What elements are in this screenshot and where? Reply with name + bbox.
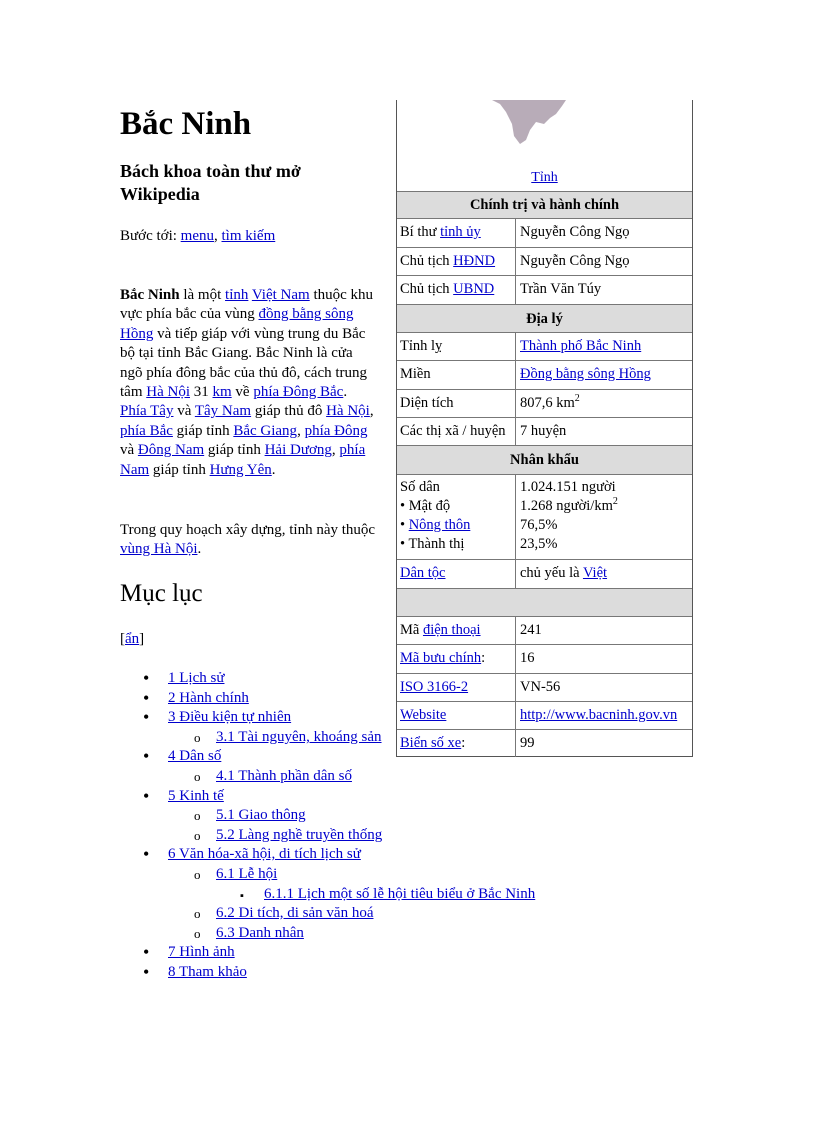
toc-item[interactable]: 6.1 Lễ hội [216,866,278,882]
plan-text: . [197,541,202,558]
intro-text: . [343,384,348,401]
row-iso [397,673,692,701]
toc-bullet [143,943,149,963]
link-hung-yen[interactable]: Hưng Yên [209,461,272,478]
toc-item[interactable]: 3.1 Tài nguyên, khoáng sản [216,729,382,745]
row-thi-xa-huyen [397,417,692,445]
link-nong-thon[interactable]: Nông thôn [408,517,471,533]
row-label: Miền [397,361,516,389]
row-ma-dien-thoai [397,616,692,644]
link-km[interactable]: km [212,384,232,401]
toc-bullet [194,924,201,943]
row-dien-tich [397,389,692,417]
link-website[interactable]: Website [400,707,447,723]
colon: : [461,735,466,751]
row-value: Nguyễn Công Ngọ [520,253,630,269]
page-title: Bắc Ninh [120,106,252,142]
toc-bullet [143,845,149,865]
link-phia-nam[interactable]: phía Nam [120,442,366,478]
toc-item[interactable]: 4 Dân số [168,748,222,764]
link-phia-bac[interactable]: phía Bắc [120,422,173,439]
plan-text: Trong quy hoạch xây dựng, tỉnh này thuộc [120,522,376,538]
link-vung-ha-noi[interactable]: vùng Hà Nội [120,541,198,558]
link-phia-dong-bac[interactable]: phía Đông Bắc [253,384,344,401]
section-header-pop: Nhân khẩu [397,445,692,474]
link-ma-buu-chinh[interactable]: Mã bưu chính [400,650,482,666]
intro-text: về [231,384,254,401]
intro-paragraph [120,286,376,480]
toc-bullet [194,865,201,884]
link-website-url[interactable]: http://www.bacninh.gov.vn [520,707,678,723]
toc-bracket: ] [139,631,145,647]
link-iso-3166-2[interactable]: ISO 3166-2 [400,679,469,695]
page-subtitle: Bách khoa toàn thư mở Wikipedia [120,161,301,204]
nav-label: Bước tới: [120,228,177,244]
nav-search-link[interactable]: tìm kiếm [221,228,276,244]
nav-separator: , [214,228,218,244]
intro-text: . [271,461,276,478]
link-tinh[interactable]: tỉnh [225,287,249,303]
link-phia-dong[interactable]: phía Đông [304,422,368,439]
toc-item[interactable]: 8 Tham khảo [168,964,247,980]
bullet: • [400,517,409,533]
colon: : [481,650,486,666]
superscript: 2 [574,393,580,405]
toc-item[interactable]: 5.1 Giao thông [216,807,306,823]
row-dan-toc [397,559,692,588]
link-viet-nam[interactable]: Việt Nam [251,287,310,303]
link-hdnd[interactable]: HĐND [453,253,496,269]
planning-paragraph [120,521,376,560]
row-label: • Thành thị [400,536,465,552]
intro-text: thuộc khu vực phía bắc của vùng [120,287,374,323]
toc-bullet [143,689,149,709]
map-caption-link[interactable]: Tỉnh [531,170,558,185]
toc-bullet [143,787,149,807]
link-bien-so-xe[interactable]: Biển số xe [400,735,462,751]
toc-bullet [194,904,201,923]
row-value: 23,5% [520,536,558,552]
row-value: 1.268 người/km [520,498,613,514]
intro-text: giáp tỉnh [204,442,265,459]
infobox [396,100,693,757]
link-tinh-uy[interactable]: tỉnh ủy [440,224,481,240]
row-tinh-ly [397,332,692,360]
row-value: Nguyễn Công Ngọ [520,224,630,240]
intro-text: giáp thủ đô [251,403,327,420]
section-header-geo: Địa lý [397,304,692,332]
link-dan-toc[interactable]: Dân tộc [400,565,446,581]
link-viet[interactable]: Việt [582,565,608,581]
toc-bullet [194,826,201,845]
row-bien-so-xe [397,729,692,757]
link-ubnd[interactable]: UBND [453,281,495,297]
toc-item[interactable]: 5 Kinh tế [168,788,224,804]
link-bac-giang[interactable]: Bắc Giang [233,422,298,439]
intro-text: 31 [190,384,213,401]
intro-text: , [331,442,340,459]
toc-item[interactable]: 5.2 Làng nghề truyền thống [216,827,383,843]
intro-text: và tiếp giáp với vùng trung du Bắc bộ tại tỉnh Bắc Giang. Bắc Ninh là cửa ngõ phía đông bắc của thủ đô, cách trung tâm [120,325,368,401]
row-website [397,701,692,729]
toc-item[interactable]: 2 Hành chính [168,690,249,706]
link-dong-bang-song-hong-ib[interactable]: Đồng bằng sông Hồng [520,366,651,382]
row-label: Chủ tịch [400,253,454,269]
link-phia-tay[interactable]: Phía Tây [120,403,174,420]
row-label: Bí thư [400,224,441,240]
row-label: Mã [400,622,423,638]
toc-item[interactable]: 6 Văn hóa-xã hội, di tích lịch sử [168,846,361,862]
row-label: Số dân [400,479,440,495]
toc-item[interactable]: 3 Điều kiện tự nhiên [168,709,292,725]
row-ma-buu-chinh [397,644,692,673]
toc-item[interactable]: 6.1.1 Lịch một số lễ hội tiêu biểu ở Bắc Ninh [264,886,536,902]
row-bi-thu [397,218,692,247]
jump-nav [120,226,275,246]
row-value: VN-56 [520,679,561,695]
row-value: Trần Văn Túy [520,281,602,297]
intro-text: và [120,442,138,459]
row-value: 7 huyện [520,423,567,439]
toc-bracket: [ [120,631,125,647]
row-chu-tich-hdnd [397,247,692,275]
row-label: Tỉnh lỵ [397,333,516,360]
link-hai-duong[interactable]: Hải Dương [264,442,332,459]
province-map-image [492,100,567,146]
link-tay-nam[interactable]: Tây Nam [194,403,252,420]
row-value: 807,6 km [520,395,575,411]
row-value: 16 [520,650,535,666]
row-value: 99 [520,735,535,751]
row-value: 241 [520,622,542,638]
link-dien-thoai[interactable]: điện thoại [422,622,481,638]
intro-text: giáp tỉnh [172,422,234,439]
toc-bullet [143,963,149,983]
link-ha-noi[interactable]: Hà Nội [146,384,190,401]
link-thanh-pho-bac-ninh[interactable]: Thành phố Bắc Ninh [520,338,642,354]
link-ha-noi-2[interactable]: Hà Nội [326,403,370,420]
row-label: • Mật độ [400,498,451,514]
toc-bullet [143,747,149,767]
toc-bullet [143,708,149,728]
row-mien [397,360,692,389]
row-so-dan [397,474,692,559]
toc-bullet [194,806,201,825]
row-label: Chủ tịch [400,281,454,297]
row-value: chủ yếu là [520,565,583,581]
row-chu-tich-ubnd [397,275,692,304]
intro-bold: Bắc Ninh [120,287,180,303]
intro-text: , [369,403,374,420]
toc-bullet [194,728,201,747]
toc-bullet [240,885,244,906]
nav-menu-link[interactable]: menu [180,228,214,244]
toc-bullet [143,669,149,689]
toc-item[interactable]: 4.1 Thành phần dân số [216,768,352,784]
row-label: Các thị xã / huyện [397,418,516,445]
section-header-admin: Chính trị và hành chính [397,191,692,218]
toc-item[interactable]: 7 Hình ảnh [168,944,235,960]
intro-text: giáp tỉnh [149,461,210,478]
toc-item[interactable]: 1 Lịch sử [168,670,225,686]
toc-bullet [194,767,201,786]
toc-toggle [120,629,144,649]
intro-text: , [297,422,305,439]
toc-item[interactable]: 6.3 Danh nhân [216,925,304,941]
intro-text: là một [179,287,226,303]
row-value: 1.024.151 người [520,479,616,495]
intro-text: và [173,403,195,420]
row-label: Diện tích [397,390,516,417]
toc-item[interactable]: 6.2 Di tích, di sản văn hoá [216,905,374,921]
superscript: 2 [612,496,618,508]
section-header-blank [397,588,692,616]
infobox-map [397,100,692,191]
toc-hide-link[interactable]: ẩn [125,631,140,647]
toc-title: Mục lục [120,580,203,607]
row-value: 76,5% [520,517,558,533]
link-dong-bang-song-hong[interactable]: đồng bằng sông Hồng [120,306,354,342]
link-dong-nam[interactable]: Đông Nam [137,442,205,459]
